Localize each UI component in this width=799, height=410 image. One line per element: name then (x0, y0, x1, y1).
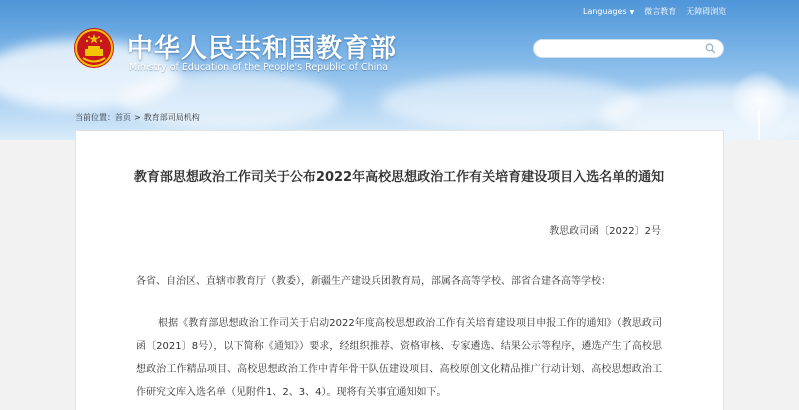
document-paragraph: 根据《教育部思想政治工作司关于启动2022年度高校思想政治工作有关培育建设项目申报工作的通知》（教思政司函〔2021〕8号），以下简称《通知》）要求，经组织推荐、资格审核、专家遴选、结果公示等程序，遴选产生了高校思想政治工作精品项目、高校思想政治工作中青年骨干队伍建设项目、高校原创文化精品推广行动计划、高校思想政治工作研究文库入选名单（见附件1、2、3、4）。现将有关事宜通知如下。 (136, 318, 662, 398)
accessibility-link[interactable]: 无障碍浏览 (686, 6, 727, 16)
breadcrumb-home[interactable]: 首页 (115, 113, 131, 122)
breadcrumb-prefix: 当前位置： (75, 113, 115, 122)
dandelion-decoration (730, 70, 790, 130)
languages-label: Languages (583, 6, 627, 16)
document-title: 教育部思想政治工作司关于公布2022年高校思想政治工作有关培育建设项目入选名单的通知 (133, 170, 665, 185)
weibo-link[interactable]: 微言教育 (644, 6, 677, 16)
search-button[interactable] (703, 41, 718, 56)
breadcrumb-separator: > (134, 113, 141, 122)
document-number: 教思政司函〔2022〕2号 (549, 226, 661, 237)
site-title[interactable]: 中华人民共和国教育部 (127, 34, 398, 64)
cloud-decoration (380, 75, 640, 130)
dandelion-stem (758, 110, 760, 140)
breadcrumb (75, 112, 200, 123)
caret-down-icon: ▼ (629, 8, 635, 16)
languages-menu[interactable] (583, 7, 634, 16)
breadcrumb-section[interactable]: 教育部司局机构 (143, 113, 200, 122)
search-input[interactable] (533, 39, 724, 58)
document-salutation: 各省、自治区、直辖市教育厅（教委），新疆生产建设兵团教育局，部属各高等学校、部省合建各高等学校： (136, 276, 611, 287)
site-subtitle: Ministry of Education of the People's Republic of China (129, 62, 389, 73)
search-icon (705, 43, 716, 54)
national-emblem-icon[interactable] (73, 27, 115, 69)
top-links-bar (583, 4, 726, 18)
